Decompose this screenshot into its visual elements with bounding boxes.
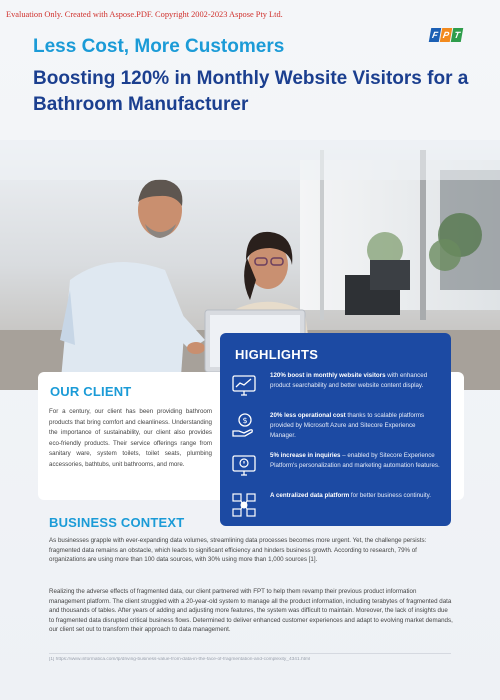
business-paragraph-2: Realizing the adverse effects of fragmented data, our client partnered with FPT to help them revamp their previous product information management platform. The client struggled with a 20-year-old system to manage all the product information, including terabytes of fragmented data and thousands of tables. After years of adding and adjusting more features, the system was difficult to maintain. Moreover, the lack of insights due to fragmented data disrupted critical business flows. Determined to deliver enhanced customer experiences and adapt to evolving market demands, our client set out to transform their approach to data management. [49, 588, 453, 634]
highlight-text: for better business continuity. [349, 492, 431, 499]
footnote-divider [49, 653, 451, 654]
client-description: For a century, our client has been providing bathroom products that bring comfort and cleanliness. Understanding the importance of sustainability, our client also provides eco-friendly products. Their service offerings range from sanitary ware, system toilets, toilet seats, plumbing accessories, bathtubs, unit bathrooms, and more. [49, 408, 212, 468]
page-title: Less Cost, More Customers [33, 36, 285, 57]
svg-text:$: $ [242, 416, 248, 425]
highlight-text: – enabled by Sitecore Experience Platform's personalization and marketing automation features. [270, 452, 440, 469]
chart-monitor-icon [230, 371, 258, 399]
inquiry-monitor-icon [230, 451, 258, 479]
highlight-bold: 20% less operational cost [270, 412, 346, 419]
highlight-bold: 120% boost in monthly website visitors [270, 372, 386, 379]
highlight-text: thanks to scalable platforms provided by Microsoft Azure and Sitecore Experience Manager. [270, 412, 425, 439]
watermark: Evaluation Only. Created with Aspose.PDF. Copyright 2002-2023 Aspose Pty Ltd. [6, 10, 283, 19]
highlight-bold: 5% increase in inquiries [270, 452, 341, 459]
highlights-panel [220, 333, 451, 526]
highlight-text: with enhanced product searchability and better website content display. [270, 372, 428, 389]
highlight-item [230, 371, 442, 399]
highlight-item [230, 451, 442, 479]
business-section-title: BUSINESS CONTEXT [49, 515, 185, 530]
cost-hand-icon [230, 411, 258, 439]
data-platform-icon [230, 491, 258, 519]
logo-letter-f: F [429, 28, 441, 42]
logo-letter-t: T [451, 28, 463, 42]
fpt-logo [430, 28, 462, 42]
footnote: [1] https://www.informatica.com/lp/driving-business-value-from-data-in-the-face-of-fragmentation-and-complexity_4341.html [49, 657, 311, 662]
business-paragraph-1: As businesses grapple with ever-expanding data volumes, streamlining data processes becomes more urgent. Yet, the challenge persists: fragmented data remains an obstacle, which leads to significant efficiency and hinders business growth. According to research, 79% of organizations are using more than 100 data sources, with 30% using more than 1,000 sources [1]. [49, 537, 427, 564]
highlights-title: HIGHLIGHTS [235, 347, 319, 362]
client-section-title: OUR CLIENT [50, 384, 132, 399]
highlight-item [230, 491, 442, 519]
highlight-bold: A centralized data platform [270, 492, 350, 499]
logo-letter-p: P [440, 28, 452, 42]
highlight-item [230, 411, 442, 440]
page-subtitle: Boosting 120% in Monthly Website Visitors for a Bathroom Manufacturer [33, 68, 469, 115]
